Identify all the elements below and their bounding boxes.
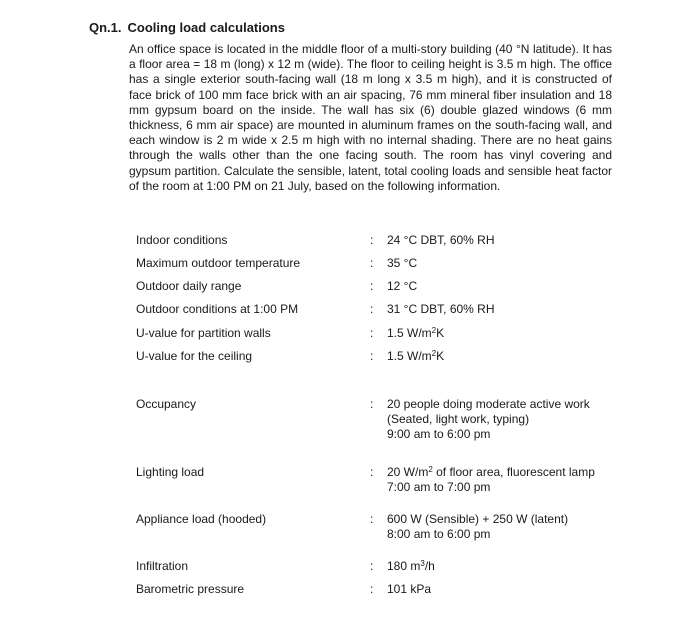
value-barometric-pressure: 101 kPa (387, 582, 432, 596)
problem-statement: An office space is located in the middle floor of a multi-story building (40 °N latitude). It has a floor area = 18 m (long) x 12 m (wide). The floor to ceiling height is 3.5 m high. The office has a single exterior south-facing wall (18 m long x 3.5 m high), and it is constructed of face brick of 100 mm face brick with an air spacing, 76 mm mineral fiber insulation and 18 mm gypsum board on the inside. The wall has six (6) double glazed windows (6 mm thickness, 6 mm air space) are mounted in aluminum frames on the south-facing wall, and each window is 2 m wide x 2.5 m high with no internal shading. There are no heat gains through the walls other than the one facing south. The room has vinyl covering and gypsum partition. Calculate the sensible, latent, total cooling loads and sensible heat factor of the room at 1:00 PM on 21 July, based on the following information. (129, 42, 612, 193)
value-u-ceiling: 1.5 $W/m^2K$ (387, 349, 445, 363)
separator: : (370, 397, 374, 411)
value-indoor-conditions: 24 °C DBT, 60% RH (387, 233, 495, 247)
label-max-outdoor-temp: Maximum outdoor temperature (136, 256, 301, 270)
separator: : (370, 279, 374, 293)
label-u-partition: U-value for partition walls (136, 326, 271, 340)
separator: : (370, 559, 374, 573)
value-u-partition: 1.5 $W/m^2K$ (387, 326, 445, 340)
value-occupancy: 20 people doing moderate active work (Seated, light work, typing) 9:00 am to 6:00 pm (387, 397, 590, 441)
question-heading (89, 20, 285, 35)
separator: : (370, 582, 374, 596)
separator: : (370, 326, 374, 340)
separator: : (370, 465, 374, 479)
value-lighting: 20 $W/m^2$ of floor area, fluorescent lamp 7:00 am to 7:00 pm (387, 465, 595, 494)
separator: : (370, 349, 374, 363)
value-infiltration: 180 $m^3/h$ (387, 559, 435, 573)
label-lighting: Lighting load (136, 465, 205, 479)
label-outdoor-conditions: Outdoor conditions at 1:00 PM (136, 302, 299, 316)
label-barometric-pressure: Barometric pressure (136, 582, 245, 596)
label-outdoor-daily-range: Outdoor daily range (136, 279, 242, 293)
label-indoor-conditions: Indoor conditions (136, 233, 228, 247)
separator: : (370, 256, 374, 270)
label-u-ceiling: U-value for the ceiling (136, 349, 253, 363)
value-outdoor-conditions: 31 °C DBT, 60% RH (387, 302, 495, 316)
value-appliance: 600 W (Sensible) + 250 W (latent) 8:00 am to 6:00 pm (387, 512, 569, 541)
label-occupancy: Occupancy (136, 397, 197, 411)
separator: : (370, 233, 374, 247)
question-title: Cooling load calculations (127, 20, 285, 35)
question-number: Qn.1. (89, 20, 122, 35)
value-max-outdoor-temp: 35 °C (387, 256, 418, 270)
label-infiltration: Infiltration (136, 559, 189, 573)
separator: : (370, 302, 374, 316)
separator: : (370, 512, 374, 526)
value-outdoor-daily-range: 12 °C (387, 279, 418, 293)
label-appliance: Appliance load (hooded) (136, 512, 267, 526)
